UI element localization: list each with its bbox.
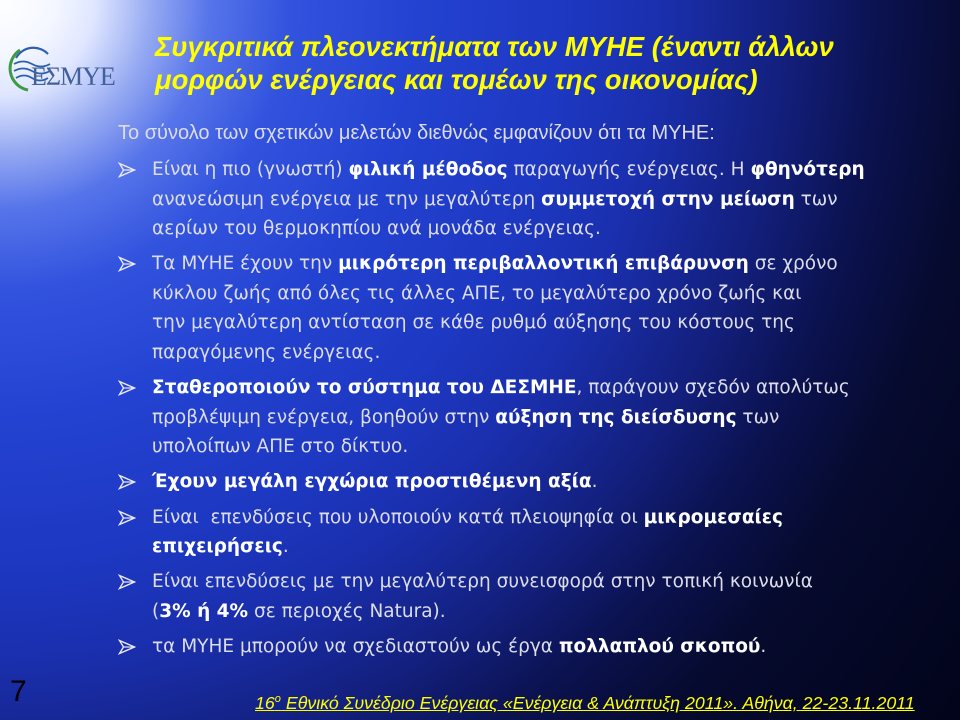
logo-text: ΕΣΜΥΕ: [31, 62, 115, 91]
bullet-line: [152, 338, 942, 368]
slide-title: [155, 30, 945, 96]
bullet-line: [152, 308, 942, 338]
footer-event-text: Εθνικό Συνέδριο Ενέργειας «Ενέργεια & Ανάπτυξη 2011». Αθήνα, 22-23.11.2011: [280, 693, 915, 713]
bullet-text: .: [282, 536, 289, 558]
bullet-text: , παράγουν σχεδόν απολύτως: [576, 377, 850, 399]
slide-body: [118, 118, 948, 662]
bullet-text: την μεγαλύτερη αντίσταση σε κάθε ρυθμό αύξησης του κόστους της: [152, 312, 795, 334]
bullet-text: παραγόμενης ενέργειας.: [152, 342, 381, 364]
bullet-line: [152, 532, 942, 562]
bullet-item: [118, 567, 948, 626]
bullet-text: Τα ΜΥΗΕ έχουν την: [152, 253, 339, 275]
bullet-item: [118, 632, 948, 662]
arrow-bullet-icon: [118, 639, 136, 655]
footer-ordinal-suffix: ο: [274, 693, 281, 705]
bullet-line: [152, 567, 942, 597]
bullet-emphasis: μικρότερη περιβαλλοντική επιβάρυνση: [338, 253, 749, 275]
arrow-bullet-icon: [118, 574, 136, 590]
bullet-text: Είναι η πιο (γνωστή): [152, 159, 349, 180]
bullet-item: [118, 373, 948, 462]
bullet-line: [152, 467, 942, 497]
bullet-text: των: [794, 188, 838, 210]
bullet-line: [152, 214, 942, 244]
arrow-bullet-icon: [118, 256, 136, 272]
bullet-line: [152, 185, 942, 215]
title-line: μορφών ενέργειας και τομέων της οικονομίας): [155, 64, 758, 95]
bullet-item: [118, 155, 948, 244]
bullet-text: (: [152, 600, 160, 622]
bullet-emphasis: Σταθεροποιούν το σύστημα του ΔΕΣΜΗΕ: [152, 377, 577, 399]
bullet-text: υπολοίπων ΑΠΕ στο δίκτυο.: [152, 436, 409, 458]
footer-conference-line: [255, 692, 955, 714]
bullet-line: [152, 373, 942, 403]
bullet-text: Είναι επενδύσεις που υλοποιούν κατά πλειοψηφία οι: [152, 506, 644, 528]
bullet-item: [118, 503, 948, 562]
bullet-text: .: [760, 635, 767, 657]
slide-number: 7: [10, 675, 27, 708]
bullet-emphasis: 3% ή 4%: [159, 600, 249, 622]
bullet-text: .: [591, 471, 598, 493]
footer-edition-number: 16: [255, 693, 275, 713]
bullet-text: σε περιοχές Natura).: [248, 600, 446, 622]
bullet-emphasis: Έχουν μεγάλη εγχώρια προστιθέμενη αξία: [152, 471, 592, 493]
bullet-emphasis: φθηνότερη: [750, 159, 865, 180]
arrow-bullet-icon: [118, 474, 136, 490]
bullet-emphasis: φιλική μέθοδος: [348, 159, 508, 180]
bullet-emphasis: πολλαπλού σκοπού: [558, 635, 761, 657]
bullet-text: ανανεώσιμη ενέργεια με την μεγαλύτερη: [152, 188, 542, 210]
bullet-text: Είναι επενδύσεις με την μεγαλύτερη συνεισφορά στην τοπική κοινωνία: [152, 571, 813, 593]
bullet-item: [118, 249, 948, 367]
bullet-line: [152, 632, 942, 662]
bullet-line: [152, 249, 942, 279]
arrow-bullet-icon: [118, 162, 136, 178]
arrow-bullet-icon: [118, 380, 136, 396]
bullet-item: [118, 467, 948, 497]
bullet-line: [152, 155, 942, 185]
bullet-text: παραγωγής ενέργειας. Η: [507, 159, 751, 180]
bullet-text: αερίων του θερμοκηπίου ανά μονάδα ενέργειας.: [152, 218, 601, 240]
bullet-text: κύκλου ζωής από όλες τις άλλες ΑΠΕ, το μεγαλύτερο χρόνο ζωής και: [152, 282, 802, 304]
bullet-line: [152, 597, 942, 627]
esmye-logo: [0, 0, 130, 100]
bullet-list: [118, 155, 948, 662]
title-line: Συγκριτικά πλεονεκτήματα των ΜΥΗΕ (έναντι άλλων: [155, 31, 834, 62]
bullet-line: [152, 503, 942, 533]
bullet-emphasis: συμμετοχή στην μείωση: [541, 188, 795, 210]
bullet-text: τα ΜΥΗΕ μπορούν να σχεδιαστούν ως έργα: [152, 635, 559, 657]
bullet-emphasis: επιχειρήσεις: [152, 536, 283, 558]
bullet-emphasis: αύξηση της διείσδυσης: [495, 406, 737, 428]
bullet-emphasis: μικρομεσαίες: [643, 506, 784, 528]
bullet-line: [152, 279, 942, 309]
bullet-text: των: [736, 406, 780, 428]
bullet-line: [152, 403, 942, 433]
arrow-bullet-icon: [118, 510, 136, 526]
bullet-text: σε χρόνο: [748, 253, 838, 275]
bullet-text: προβλέψιμη ενέργεια, βοηθούν στην: [152, 406, 496, 428]
intro-text: Το σύνολο των σχετικών μελετών διεθνώς εμφανίζουν ότι τα ΜΥΗΕ:: [118, 122, 715, 144]
bullet-line: [152, 432, 942, 462]
